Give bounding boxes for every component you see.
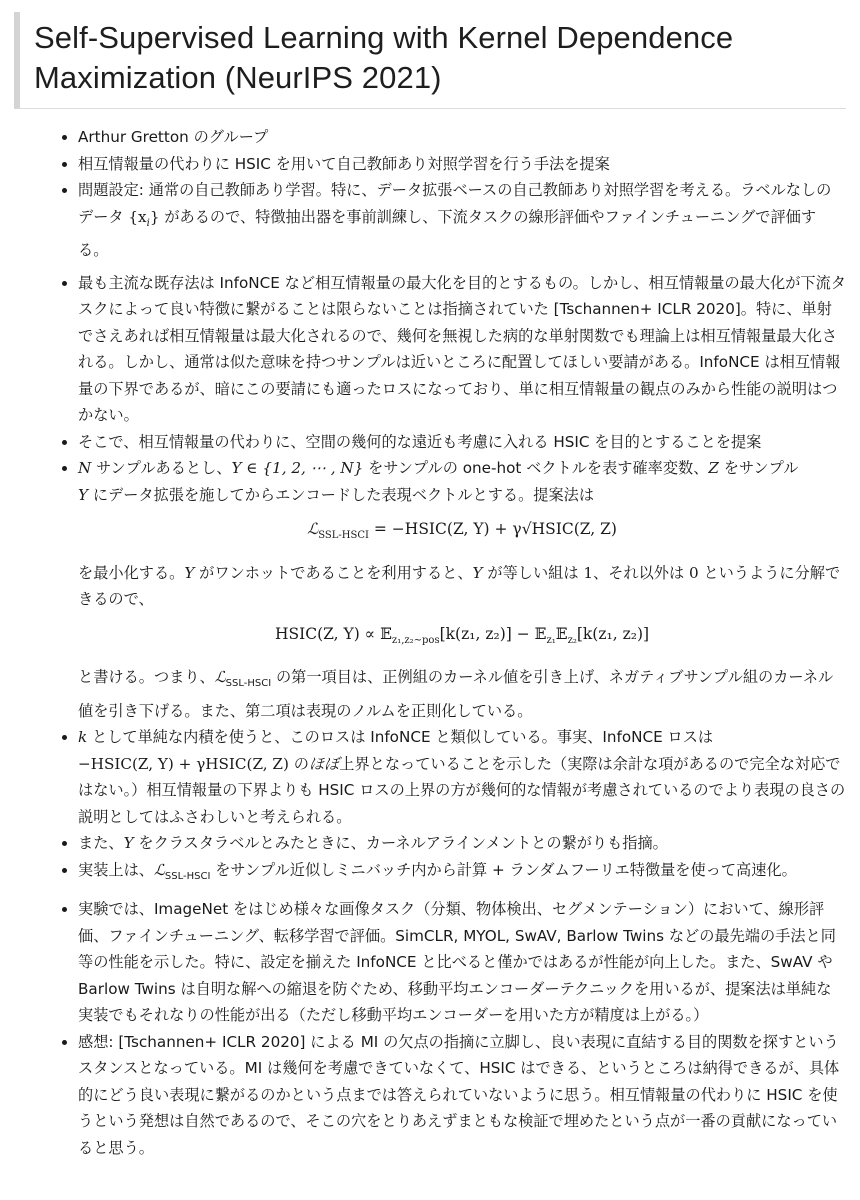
equation-loss: ℒ$_{SSL-HSCI}$ = −HSIC(Z, Y) + γ√HSIC(Z, Z) <box>307 520 617 542</box>
bullet-text: 実験では、ImageNet をはじめ様々な画像タスク（分類、物体検出、セグメンテーション）において、線形評価、ファインチューニング、転移学習で評価。SimCLR, MYOL, SwAV, Barlow Twins などの最先端の手法と同等の性能を示した。特に、設定を揃えた InfoNCE と比べると僅かではあるが性能が向上した。また、SwAV や Barlow Twins は自明な解への縮退を防ぐため、移動平均エンコーダーテクニックを用いるが、提案法は単純な実装でもそれなりの性能が出る（ただし移動平均エンコーダーを用いた方が精度は上がる。） <box>78 900 836 1025</box>
bullet-text: 感想: [Tschannen+ ICLR 2020] による MI の欠点の指摘に立脚し、良い表現に直結する目的関数を探すというスタンスとなっている。MI は幾何を考慮できていなくて、HSIC はできる、というところは納得できるが、具体的にどう良い表現に繋がるのかという点までは答えられていないように思う。相互情報量の代わりに HSIC を使うという発想は自然であるので、そこの穴をとりあえずまともな検証で埋めたという点が一番の貢献になっていると思う。 <box>78 1032 840 1157</box>
math-inline: Y ∈ {1, 2, ⋯ , N} <box>231 459 364 478</box>
list-item <box>78 1029 846 1162</box>
page-heading <box>14 12 846 109</box>
list-item: • k として単純な内積を使うと、このロスは InfoNCE と類似している。事実、InfoNCE ロスは −HSIC(Z, Y) + γHSIC(Z, Z) のほぼ上界となっていることを示した（実際は余計な項があるので完全な対応ではない。）相互情報量の下界よりも HSIC ロスの上界の方が幾何的な情報が考慮されているのでより表現の良さの説明としてはふさわしいと考えられる。 <box>78 724 846 830</box>
notes-list <box>56 124 846 1161</box>
bullet-text: 最も主流な既存法は InfoNCE など相互情報量の最大化を目的とするもの。しかし、相互情報量の最大化が下流タスクによって良い特徴に繋がることは限らないことは指摘されていた [Tschannen+ ICLR 2020]。特に、単射でさえあれば相互情報量は最大化されるので、幾何を無視した病的な単射関数でも理論上は相互情報量最大化される。しかし、通常は似た意味を持つサンプルは近いところに配置してほしい要請がある。InfoNCE は相互情報量の下界であるが、暗にこの要請にも適ったロスになっており、単に相互情報量の観点のみから性能の説明はつかない。 <box>78 273 846 425</box>
math-inline: −HSIC(Z, Y) + γHSIC(Z, Z) <box>78 754 289 773</box>
list-item: • また、Y をクラスタラベルとみたときに、カーネルアラインメントとの繋がりも指摘。 <box>78 830 846 857</box>
list-item <box>78 151 846 178</box>
bullet-text: があるので、特徴抽出器を事前訓練し、下流タスクの線形評価やファインチューニングで評価する。 <box>78 207 817 260</box>
list-item <box>78 177 846 264</box>
math-inline: Z <box>708 459 719 478</box>
equation-hsic: HSIC(Z, Y) ∝ 𝔼$_{z_1,z_2\sim pos}$[k(z₁, z₂)] − 𝔼$_{z_1}$𝔼$_{z_2}$[k(z₁, z₂)] <box>274 624 650 646</box>
math-inline: N <box>78 459 92 478</box>
list-item <box>78 124 846 151</box>
math-inline: $\{x_i\}$ <box>128 207 160 229</box>
list-item: • 実装上は、ℒ$_{SSL-HSCI}$ をサンプル近似しミニバッチ内から計算 + ランダムフーリエ特徴量を使って高速化。 <box>78 857 846 891</box>
bullet-text: 問題設定: 通常の自己教師あり学習。特に、データ拡張ベースの自己教師あり対照学習を考える。ラベルなしのデータ <box>78 181 832 226</box>
bullet-text: Arthur Gretton のグループ <box>78 128 269 146</box>
list-item <box>78 429 846 456</box>
page-title: Self-Supervised Learning with Kernel Dependence Maximization (NeurIPS 2021) <box>34 20 734 95</box>
list-item <box>78 270 846 429</box>
bullet-text: 相互情報量の代わりに HSIC を用いて自己教師あり対照学習を行う手法を提案 <box>78 154 610 173</box>
bullet-text: そこで、相互情報量の代わりに、空間の幾何的な遠近も考慮に入れる HSIC を目的とすることを提案 <box>78 432 762 451</box>
list-item: • N サンプルあるとし、Y ∈ {1, 2, ⋯ , N} をサンプルの one-hot ベクトルを表す確率変数、Z をサンプル Y にデータ拡張を施してからエンコードした表現ベクトルとする。提案法は ℒ$_{SSL-HSCI}$ = −HSIC(Z, Y) + γ√HSIC(Z, Z) を最小化する。Y がワンホットであることを利用すると、Y が等しい組は 1、それ以外は 0 というように分解できるので、 HSIC(Z, Y) ∝ 𝔼$_{z_1,z_2\sim pos}$[k(z₁, z₂)] − 𝔼$_{z_1}$𝔼$_{z_2}$[k(z₁, z₂)] と書ける。つまり、ℒ$_{SSL-HSCI}$ の第一項目は、正例組のカーネル値を引き上げ、ネガティブサンプル組のカーネル値を引き下げる。また、第二項は表現のノルムを正則化している。 <box>78 455 846 724</box>
math-inline: Y <box>78 485 89 504</box>
list-item <box>78 896 846 1029</box>
